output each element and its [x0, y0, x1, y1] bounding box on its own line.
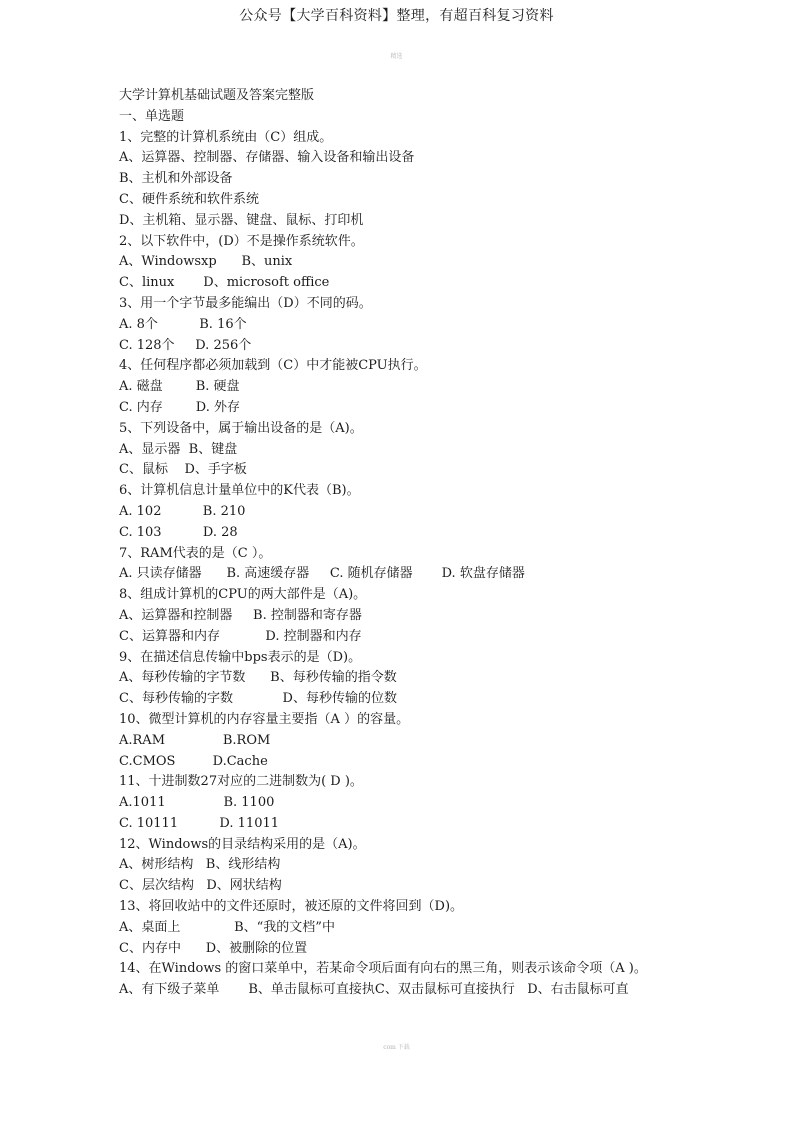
option-line: C、内存中 D、被删除的位置 [119, 940, 308, 956]
option-line: A、有下级子菜单 B、单击鼠标可直接执C、双击鼠标可直接执行 D、右击鼠标可直 [119, 982, 629, 998]
option-line: C、运算器和内存 D. 控制器和内存 [119, 628, 362, 644]
option-line: A、每秒传输的字节数 B、每秒传输的指令数 [119, 670, 397, 686]
question-2: 2、以下软件中，(D）不是操作系统软件。 [119, 233, 364, 249]
option-line: C.CMOS D.Cache [119, 753, 268, 769]
question-4: 4、任何程序都必须加载到（C）中才能被CPU执行。 [119, 358, 427, 374]
option-line: C、层次结构 D、网状结构 [119, 878, 282, 894]
question-9: 9、在描述信息传输中bps表示的是（D)。 [119, 649, 362, 665]
document-title: 大学计算机基础试题及答案完整版 [119, 88, 315, 103]
question-8: 8、组成计算机的CPU的两大部件是（A)。 [119, 587, 367, 603]
document-body [119, 86, 779, 1001]
option-line: C、linux D、microsoft office [119, 275, 330, 291]
question-10: 10、微型计算机的内存容量主要指（A ）的容量。 [119, 711, 410, 727]
option-line: A、树形结构 B、线形结构 [119, 857, 281, 873]
question-3: 3、用一个字节最多能编出（D）不同的码。 [119, 295, 372, 311]
footer-watermark: com 下载 [383, 1044, 410, 1051]
option-line: A. 磁盘 B. 硬盘 [119, 379, 240, 395]
option-line: A. 102 B. 210 [119, 503, 246, 519]
option-line: C、每秒传输的字数 D、每秒传输的位数 [119, 691, 397, 707]
option-line: D、主机箱、显示器、键盘、鼠标、打印机 [119, 212, 364, 228]
option-line: A.1011 B. 1100 [119, 795, 275, 811]
option-line: A、Windowsxp B、unix [119, 254, 293, 270]
question-1: 1、完整的计算机系统由（C）组成。 [119, 129, 333, 145]
option-line: C. 103 D. 28 [119, 524, 238, 540]
page-header-banner: 公众号【大学百科资料】整理，有超百科复习资料 [239, 8, 554, 24]
option-line: A.RAM B.ROM [119, 732, 271, 748]
option-line: C. 128个 D. 256个 [119, 337, 252, 353]
section-heading: 一、单选题 [119, 108, 185, 124]
option-line: C. 10111 D. 11011 [119, 815, 280, 831]
question-7: 7、RAM代表的是（C ）。 [119, 545, 272, 561]
option-line: A、桌面上 B、“我的文档”中 [119, 919, 335, 935]
question-13: 13、将回收站中的文件还原时，被还原的文件将回到（D)。 [119, 899, 464, 915]
option-line: A、运算器和控制器 B. 控制器和寄存器 [119, 607, 362, 623]
option-line: A、运算器、控制器、存储器、输入设备和输出设备 [119, 150, 415, 166]
question-11: 11、十进制数27对应的二进制数为( D )。 [119, 774, 363, 790]
option-line: C、硬件系统和软件系统 [119, 191, 259, 207]
option-line: C. 内存 D. 外存 [119, 399, 241, 415]
question-5: 5、下列设备中，属于输出设备的是（A)。 [119, 420, 363, 436]
question-12: 12、Windows的目录结构采用的是（A)。 [119, 836, 366, 852]
question-14: 14、在Windows 的窗口菜单中，若某命令项后面有向右的黑三角，则表示该命令项（A )。 [119, 961, 647, 977]
header-watermark: 精选 [390, 53, 403, 60]
option-line: A. 8个 B. 16个 [119, 316, 247, 332]
question-6: 6、计算机信息计量单位中的K代表（B)。 [119, 483, 360, 499]
option-line: C、鼠标 D、手字板 [119, 462, 247, 478]
option-line: A、显示器 B、键盘 [119, 441, 238, 457]
option-line: B、主机和外部设备 [119, 171, 233, 187]
option-line: A. 只读存储器 B. 高速缓存器 C. 随机存储器 D. 软盘存储器 [119, 566, 525, 582]
